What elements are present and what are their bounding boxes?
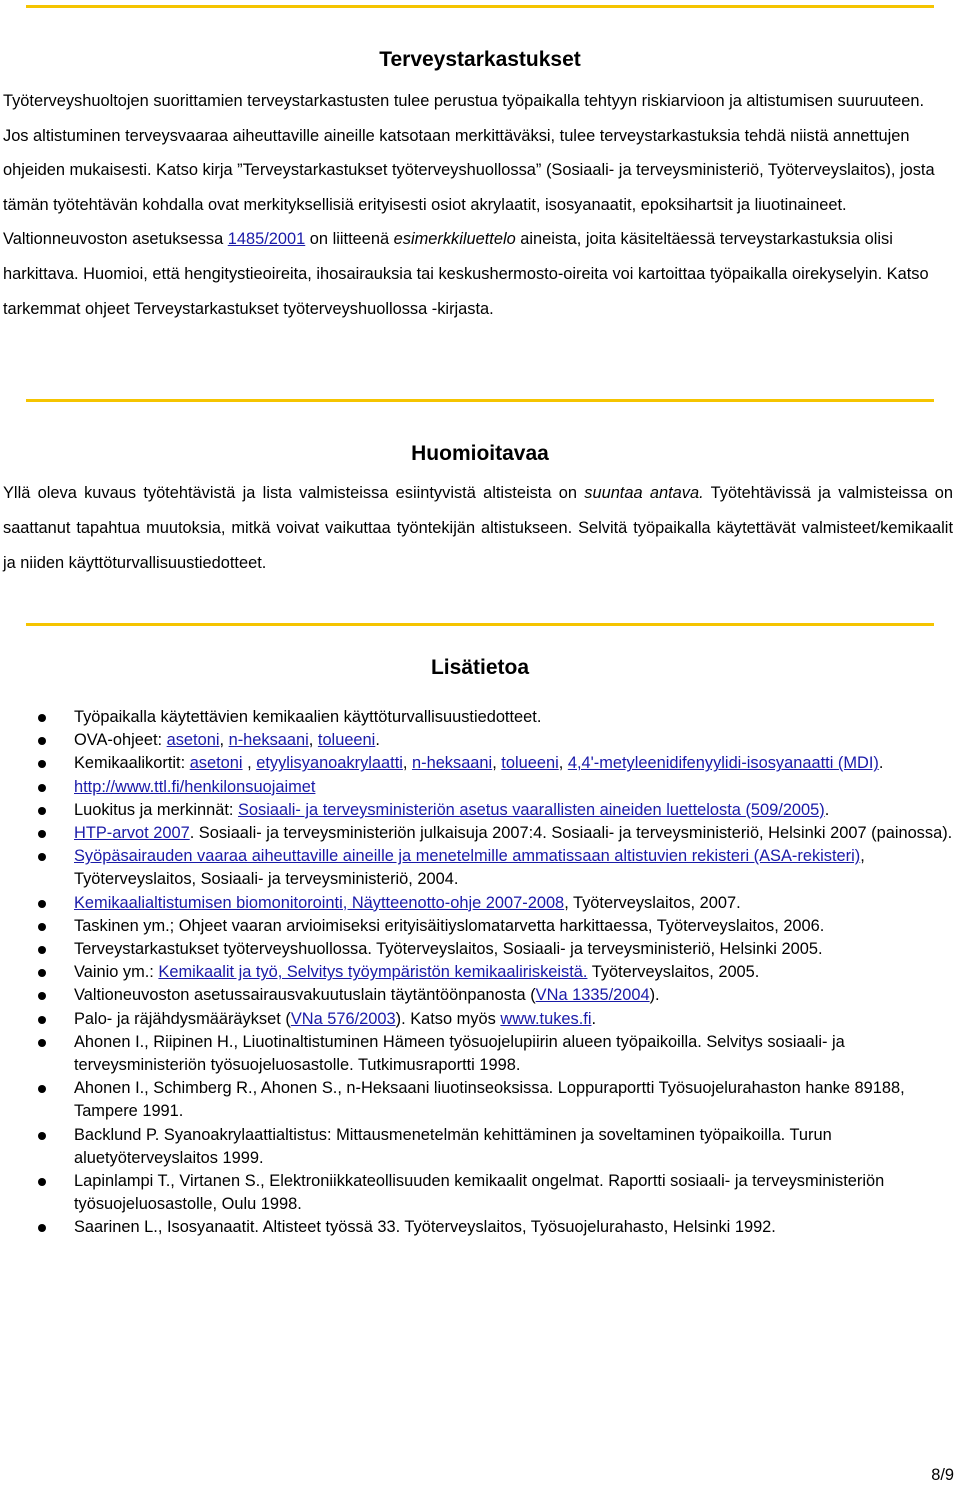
list-item: Ahonen I., Schimberg R., Ahonen S., n-Heksaani liuotinseoksissa. Loppuraportti Työsuojelurahaston hanke 89188, Tampere 1991. (0, 1077, 960, 1123)
kortti-asetoni-link[interactable]: asetoni (189, 754, 243, 773)
list-item: Taskinen ym.; Ohjeet vaaran arvioimiseksi erityisäitiyslomatarvetta harkittaessa, Työterveyslaitos, 2006. (0, 915, 960, 938)
vna-1335-link[interactable]: VNa 1335/2004 (535, 986, 650, 1005)
page-number: 8/9 (931, 1466, 954, 1484)
paragraph-text: on liitteenä (305, 230, 394, 249)
list-item: Saarinen L., Isosyanaatit. Altisteet työssä 33. Työterveyslaitos, Työsuojelurahasto, Helsinki 1992. (0, 1216, 960, 1239)
list-item: Työpaikalla käytettävien kemikaalien käyttöturvallisuustiedotteet. (0, 706, 960, 729)
list-item: Kemikaalikortit: asetoni , etyylisyanoakrylaatti, n-heksaani, tolueeni, 4,4'-metyleenidifenyylidi-isosyanaatti (MDI). (0, 752, 960, 775)
paragraph-terveystarkastukset (3, 84, 953, 326)
paragraph-text: Yllä oleva kuvaus työtehtävistä ja lista valmisteissa esiintyvistä altisteista on (3, 484, 585, 502)
reference-list (0, 706, 960, 1240)
list-item: Palo- ja räjähdysmääräykset (VNa 576/2003). Katso myös www.tukes.fi. (0, 1008, 960, 1031)
luokitus-link[interactable]: Sosiaali- ja terveysministeriön asetus vaarallisten aineiden luettelosta (509/2005) (238, 800, 825, 819)
list-item: Vainio ym.: Kemikaalit ja työ, Selvitys työympäristön kemikaaliriskeistä. Työterveyslaitos, 2005. (0, 961, 960, 984)
kemikaalit-ja-tyo-link[interactable]: Kemikaalit ja työ, Selvitys työympäristön kemikaaliriskeistä. (158, 963, 588, 982)
htp-arvot-link[interactable]: HTP-arvot 2007 (74, 824, 190, 843)
emphasis-text: suuntaa antava. (584, 484, 704, 502)
decree-link[interactable]: 1485/2001 (227, 230, 306, 249)
list-item: Lapinlampi T., Virtanen S., Elektroniikkateollisuuden kemikaalit ongelmat. Raportti sosiaali- ja terveysministeriön työsuojeluosastolle, Oulu 1998. (0, 1170, 960, 1216)
asa-rekisteri-link[interactable]: Syöpäsairauden vaaraa aiheuttaville aineille ja menetelmille ammatissaan altistuvien rekisteri (ASA-rekisteri) (74, 847, 861, 866)
section-divider (26, 399, 934, 402)
paragraph-text: Työterveyshuoltojen suorittamien terveystarkastusten tulee perustua työpaikalla tehtyyn riskiarvioon ja altistumisen suuruuteen. Jos altistuminen terveysvaaraa aiheuttaville aineille katsotaan merkittäväksi, tulee terveystarkastuksia tehdä niistä annettujen ohjeiden mukaisesti. Katso kirja ”Terveystarkastukset työterveyshuollossa” (Sosiaali- ja terveysministeriö, Työterveyslaitos), josta tämän työtehtävän kohdalla ovat merkityksellisiä erityisesti osiot akrylaatit, isosyanaatit, epoksihartsit ja liuotinaineet. Valtionneuvoston asetuksessa (3, 92, 935, 249)
list-item: Luokitus ja merkinnät: Sosiaali- ja terveysministeriön asetus vaarallisten aineiden luettelosta (509/2005). (0, 799, 960, 822)
section-title-terveystarkastukset: Terveystarkastukset (379, 48, 581, 71)
paragraph-text: Työtehtävissä ja valmisteissa on saattanut tapahtua muutoksia, mitkä voivat vaikuttaa työntekijän altistukseen. Selvitä työpaikalla käytettävät valmisteet/kemikaalit ja niiden käyttöturvallisuustiedotteet. (3, 484, 953, 572)
section-title-huomioitavaa: Huomioitavaa (411, 442, 549, 465)
kortti-tolueeni-link[interactable]: tolueeni (501, 754, 559, 773)
paragraph-huomioitavaa (3, 476, 953, 581)
list-item: Valtioneuvoston asetussairausvakuutuslain täytäntöönpanosta (VNa 1335/2004). (0, 984, 960, 1007)
ova-tolueeni-link[interactable]: tolueeni (317, 731, 376, 750)
emphasis-text: esimerkkiluettelo (393, 230, 516, 249)
henkilonsuojaimet-link[interactable]: http://www.ttl.fi/henkilonsuojaimet (74, 777, 316, 796)
tukes-link[interactable]: www.tukes.fi (500, 1009, 592, 1028)
ova-n-heksaani-link[interactable]: n-heksaani (228, 731, 309, 750)
list-item: Backlund P. Syanoakrylaattialtistus: Mittausmenetelmän kehittäminen ja soveltaminen työpaikoilla. Turun aluetyöterveyslaitos 1999. (0, 1124, 960, 1170)
list-item: OVA-ohjeet: asetoni, n-heksaani, tolueeni. (0, 729, 960, 752)
list-item: HTP-arvot 2007. Sosiaali- ja terveysministeriön julkaisuja 2007:4. Sosiaali- ja terveysministeriö, Helsinki 2007 (painossa). (0, 822, 960, 845)
list-item: Kemikaalialtistumisen biomonitorointi, Näytteenotto-ohje 2007-2008, Työterveyslaitos, 2007. (0, 892, 960, 915)
biomonitorointi-link[interactable]: Kemikaalialtistumisen biomonitorointi, Näytteenotto-ohje 2007-2008 (74, 893, 565, 912)
section-title-lisatietoa: Lisätietoa (430, 656, 530, 679)
kortti-etyylisyanoakrylaatti-link[interactable]: etyylisyanoakrylaatti (256, 754, 403, 773)
list-item: Syöpäsairauden vaaraa aiheuttaville aineille ja menetelmille ammatissaan altistuvien rekisteri (ASA-rekisteri), Työterveyslaitos, Sosiaali- ja terveysministeriö, 2004. (0, 845, 960, 891)
kortti-mdi-link[interactable]: 4,4'-metyleenidifenyylidi-isosyanaatti (MDI) (567, 754, 879, 773)
list-item: Terveystarkastukset työterveyshuollossa. Työterveyslaitos, Sosiaali- ja terveysministeriö, Helsinki 2005. (0, 938, 960, 961)
section-divider (26, 623, 934, 626)
kortti-n-heksaani-link[interactable]: n-heksaani (412, 754, 493, 773)
list-item: Ahonen I., Riipinen H., Liuotinaltistuminen Hämeen työsuojelupiirin alueen työpaikoilla. Selvitys sosiaali- ja terveysministeriön työsuojeluosastolle. Tutkimusraportti 1998. (0, 1031, 960, 1077)
list-item (0, 776, 960, 799)
vna-576-link[interactable]: VNa 576/2003 (290, 1009, 396, 1028)
paragraph-text: aineista, joita käsiteltäessä terveystarkastuksia olisi harkittava. Huomioi, että hengitystieoireita, ihosairauksia tai keskushermosto-oireita voi kartoittaa työpaikalla oirekyselyin. Katso tarkemmat ohjeet Terveystarkastukset työterveyshuollossa -kirjasta. (3, 230, 929, 318)
top-divider (26, 5, 934, 8)
ova-asetoni-link[interactable]: asetoni (166, 731, 220, 750)
